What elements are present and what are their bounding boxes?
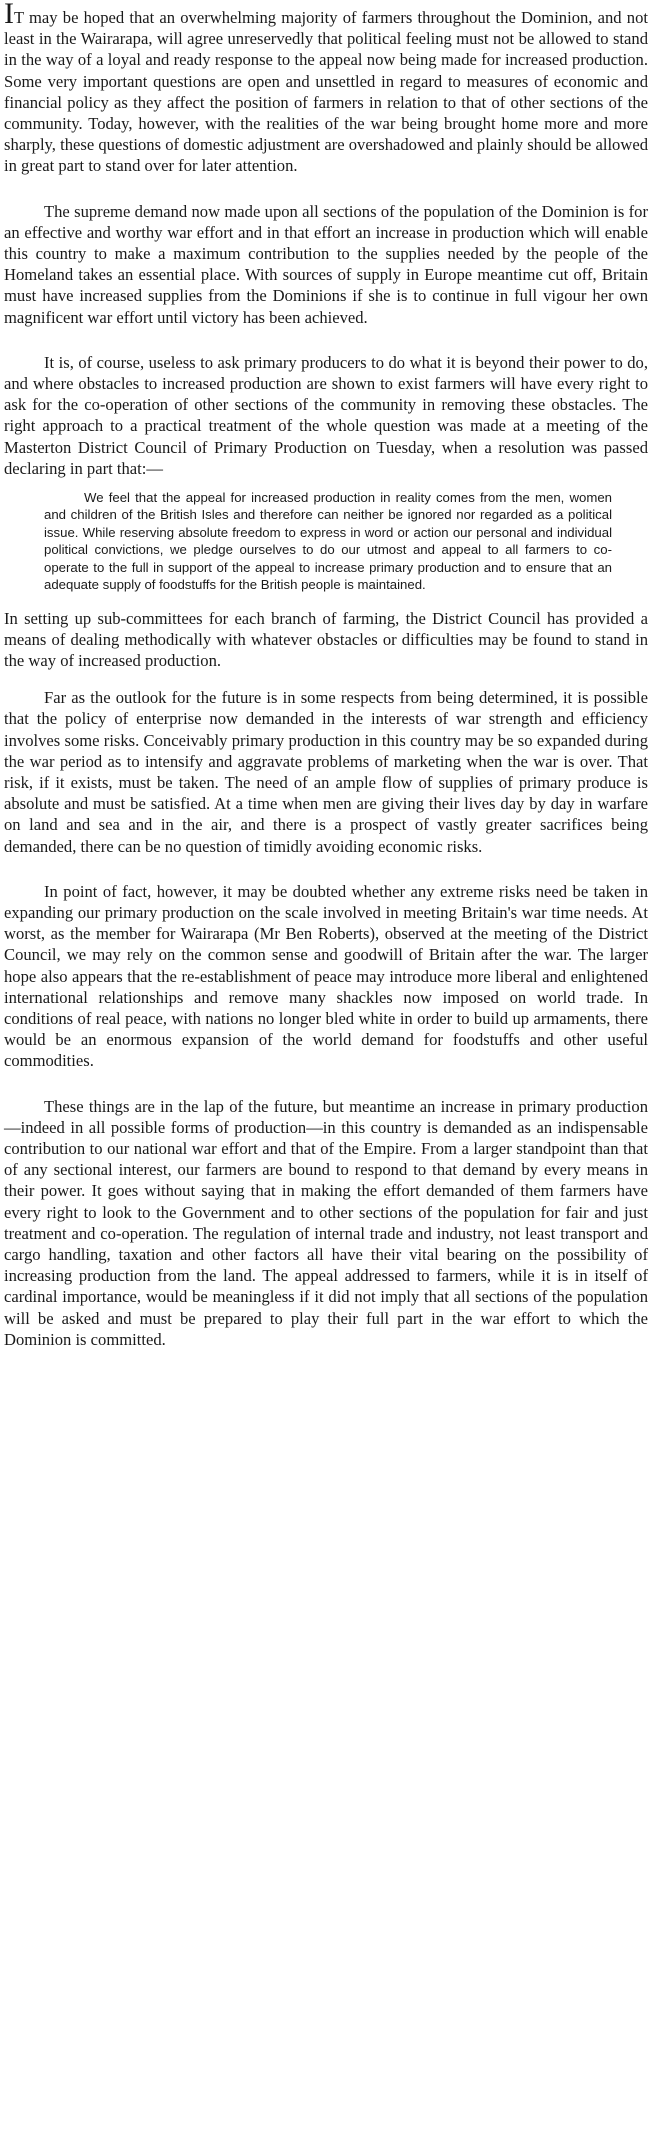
article-paragraph-5: Far as the outlook for the future is in some respects from being determined, it is possible that the policy of enterprise now demanded in the interests of war strength and efficiency involves some risks. Conceivably primary production in this country may be so expanded during the war period as to intensify and aggravate problems of marketing when the war is over. That risk, if it exists, must be taken. The need of an ample flow of supplies of primary produce is absolute and must be satisfied. At a time when men are giving their lives day by day in warfare on land and sea and in the air, and there is a prospect of vastly greater sacrifices being demanded, there can be no question of timidly avoiding economic risks. [4,688,648,856]
resolution-quote: We feel that the appeal for increased production in reality comes from the men, women and children of the British Isles and therefore can neither be ignored nor regarded as a political issue. While reserving absolute freedom to express in word or action our personal and individual political convictions, we pledge ourselves to do our utmost and appeal to all farmers to co-operate to the full in support of the appeal to increase primary production and to ensure that an adequate supply of foodstuffs for the British people is maintained. [44,490,612,593]
article-paragraph-2: The supreme demand now made upon all sections of the population of the Dominion is for an effective and worthy war effort and in that effort an increase in production which will enable this country to make a maximum contribution to the supplies needed by the people of the Homeland takes an essential place. With sources of supply in Europe meantime cut off, Britain must have increased supplies from the Dominions if she is to continue in full vigour her own magnificent war effort until victory has been achieved. [4,201,648,327]
paragraph-1-text: T may be hoped that an overwhelming majority of farmers throughout the Dominion, and not least in the Wairarapa, will agree unreservedly that political feeling must not be allowed to stand in the way of a loyal and ready response to the appeal now being made for increased production. Some very important questions are open and unsettled in regard to measures of economic and financial policy as they affect the position of farmers in relation to that of other sections of the community. Today, however, with the realities of the war being brought home more and more sharply, these questions of domestic adjustment are overshadowed and plainly should be allowed in great part to stand over for later attention. [4,8,648,176]
article-paragraph-7: These things are in the lap of the future, but meantime an increase in primary production—indeed in all possible forms of production—in this country is demanded as an indispensable contribution to our national war effort and that of the Empire. From a larger standpoint than that of any sectional interest, our farmers are bound to respond to that demand by every means in their power. It goes without saying that in making the effort demanded of them farmers have every right to look to the Government and to other sections of the population for fair and just treatment and co-operation. The regulation of internal trade and industry, not least transport and cargo handling, taxation and other factors all have their vital bearing on the possibility of increasing production from the land. The appeal addressed to farmers, while it is in itself of cardinal importance, would be meaningless if it did not imply that all sections of the population will be asked and must be prepared to play their full part in the war effort to which the Dominion is committed. [4,1096,648,1349]
article-paragraph-6: In point of fact, however, it may be doubted whether any extreme risks need be taken in expanding our primary production on the scale involved in meeting Britain's war time needs. At worst, as the member for Wairarapa (Mr Ben Roberts), observed at the meeting of the District Council, we may rely on the common sense and goodwill of Britain after the war. The larger hope also appears that the re-establishment of peace may introduce more liberal and enlightened international relationships and remove many shackles now imposed on world trade. In conditions of real peace, with nations no longer bled white in order to build up armaments, there would be an enormous expansion of the world demand for foodstuffs and other useful commodities. [4,881,648,1071]
article-paragraph-1 [4,0,648,177]
drop-cap: I [4,0,14,30]
article-paragraph-3: It is, of course, useless to ask primary producers to do what it is beyond their power to do, and where obstacles to increased production are shown to exist farmers will have every right to ask for the co-operation of other sections of the community in removing these obstacles. The right approach to a practical treatment of the whole question was made at a meeting of the Masterton District Council of Primary Production on Tuesday, when a resolution was passed declaring in part that:— [4,352,648,478]
article-paragraph-4: In setting up sub-committees for each branch of farming, the District Council has provided a means of dealing methodically with whatever obstacles or difficulties may be found to stand in the way of increased production. [4,608,648,670]
